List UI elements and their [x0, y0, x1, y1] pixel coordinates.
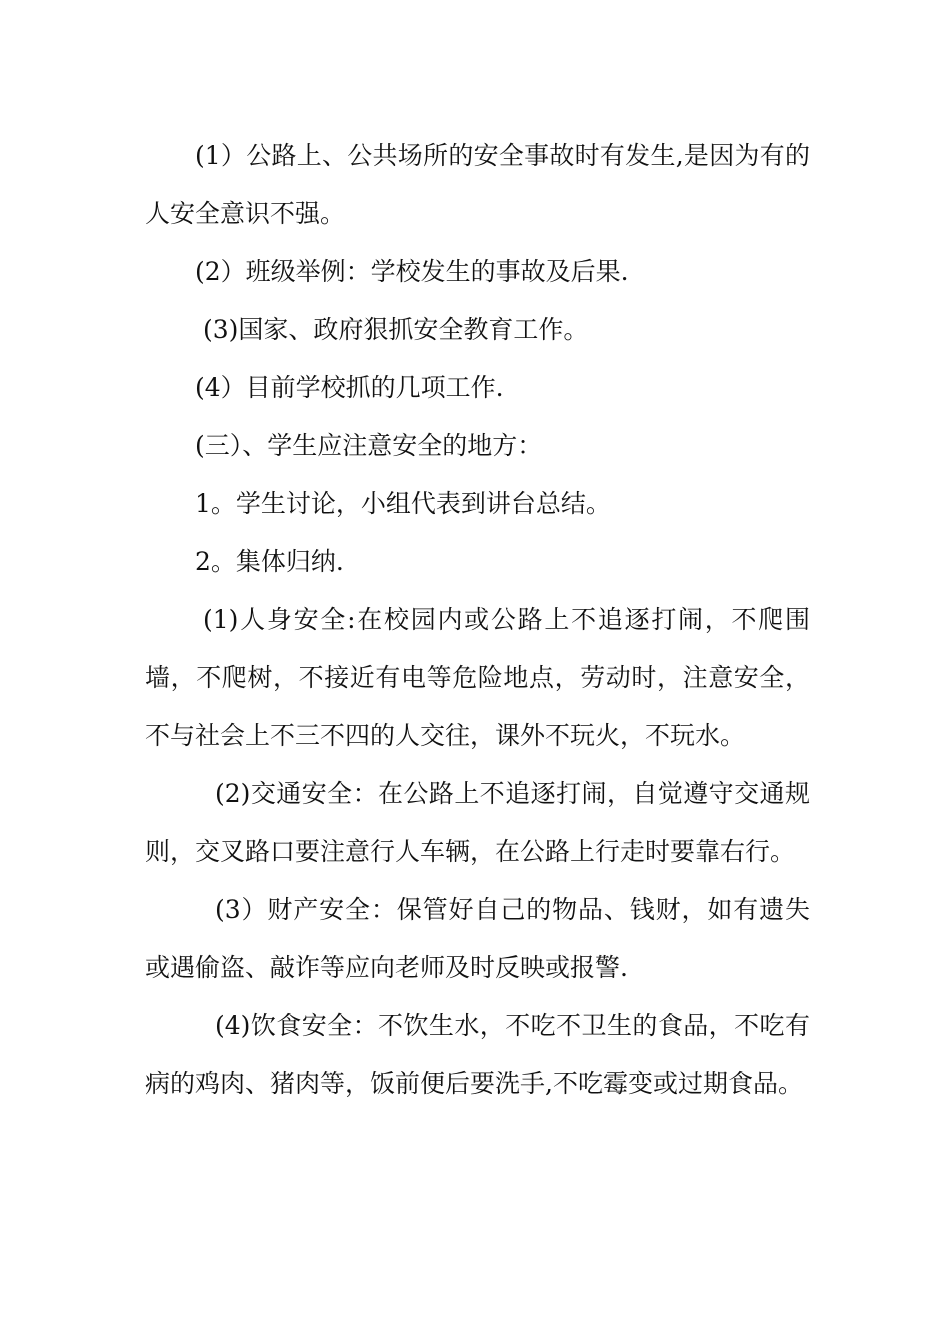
paragraph-9: (2)交通安全：在公路上不追逐打闹，自觉遵守交通规则，交叉路口要注意行人车辆，在公路上行走时要靠右行。 — [145, 779, 810, 866]
paragraph-4: (4）目前学校抓的几项工作. — [195, 373, 504, 402]
paragraph-7: 2。集体归纳. — [195, 547, 344, 576]
paragraph-1: (1）公路上、公共场所的安全事故时有发生,是因为有的人安全意识不强。 — [145, 141, 810, 228]
paragraph-3: (3)国家、政府狠抓安全教育工作。 — [203, 315, 589, 344]
paragraph-5: (三）、学生应注意安全的地方： — [195, 431, 543, 460]
paragraph-6: 1。学生讨论，小组代表到讲台总结。 — [195, 489, 611, 518]
paragraph-8: (1)人身安全:在校园内或公路上不追逐打闹，不爬围墙，不爬树，不接近有电等危险地点，劳动时，注意安全，不与社会上不三不四的人交往，课外不玩火，不玩水。 — [145, 605, 810, 750]
paragraph-10: (3）财产安全：保管好自己的物品、钱财，如有遗失或遇偷盗、敲诈等应向老师及时反映或报警. — [145, 895, 810, 982]
document-body — [145, 127, 810, 1113]
paragraph-11: (4)饮食安全：不饮生水，不吃不卫生的食品，不吃有病的鸡肉、猪肉等，饭前便后要洗手,不吃霉变或过期食品。 — [145, 1011, 810, 1098]
paragraph-2: (2）班级举例：学校发生的事故及后果. — [195, 257, 629, 286]
